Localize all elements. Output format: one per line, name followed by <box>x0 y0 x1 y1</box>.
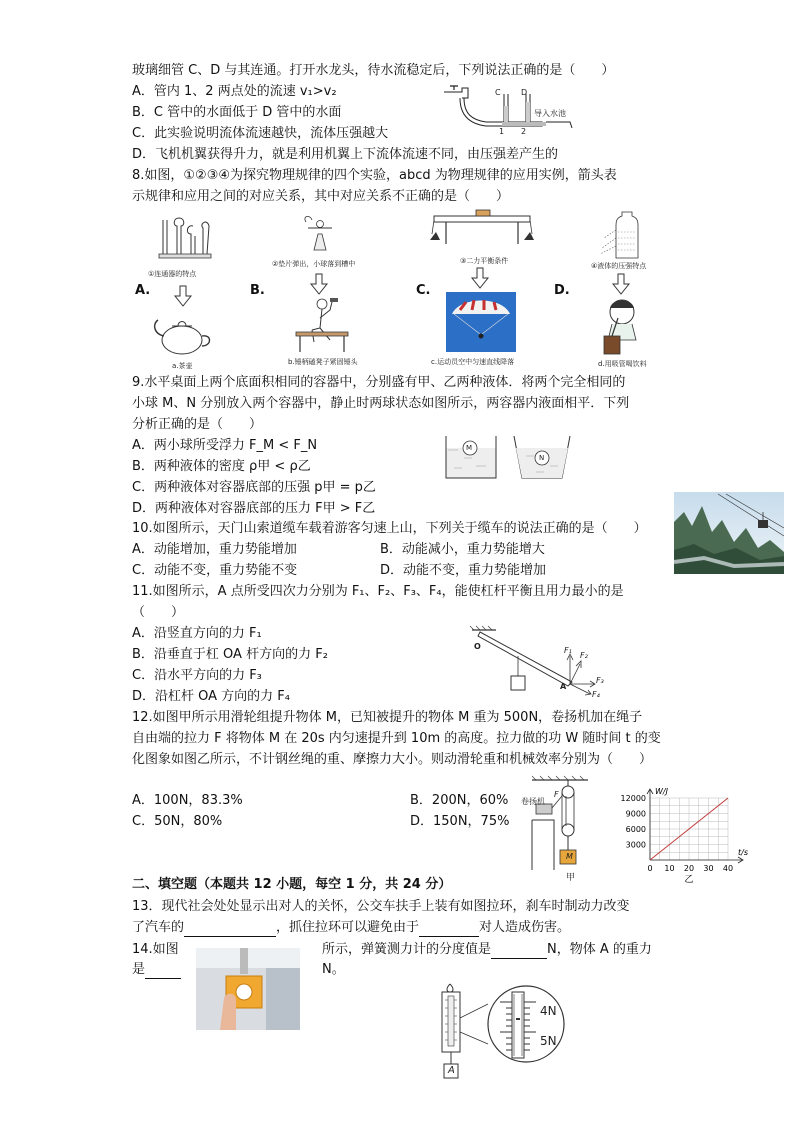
q8-option-d: D. <box>554 283 570 298</box>
q9-stem-line2: 小球 M、N 分别放入两个容器中，静止时两球状态如图所示，两容器内液面相平．下列 <box>132 396 630 411</box>
two-containers-figure <box>446 436 570 480</box>
x-tick-label: 20 <box>683 864 695 873</box>
q9-stem-line3: 分析正确的是（ ） <box>132 417 263 432</box>
q8-caption-3: ③二力平衡条件 <box>460 257 509 265</box>
q9-option-c: C．两种液体对容器底部的压强 p甲 = p乙 <box>132 480 376 495</box>
down-arrow-icon <box>311 274 327 294</box>
q9-label-m: M <box>466 444 473 452</box>
q7-option-c: C．此实验说明流体流速越快，流体压强越大 <box>132 126 389 141</box>
teapot-figure <box>150 312 214 356</box>
q14-label-5n: 5N <box>540 1034 557 1048</box>
q11-stem-line2: （ ） <box>132 605 185 620</box>
q10-option-c: C．动能不变，重力势能不变 <box>132 563 298 578</box>
q11-label-o: O <box>474 642 481 651</box>
q10-option-a: A．动能增加，重力势能增加 <box>132 542 297 557</box>
q11-label-f1: F₁ <box>564 646 572 655</box>
q7-option-d: D．飞机机翼获得升力，就是利用机翼上下流体流速不同，由压强差产生的 <box>132 147 559 162</box>
spring-scale-figure <box>436 984 600 1080</box>
x-axis-label: t/s <box>738 848 748 857</box>
q13-blank-2[interactable] <box>419 936 479 937</box>
q13-line2 <box>132 919 570 937</box>
down-arrow-icon <box>613 274 629 294</box>
q8-caption-1: ①连通器的特点 <box>148 270 197 278</box>
q14-text-1: 14.如图 <box>132 942 179 957</box>
q14-blank-1[interactable] <box>491 958 547 959</box>
q8-caption-b: b.锤柄磕凳子紧固锤头 <box>288 358 358 366</box>
q12-label-winch: 卷扬机 <box>521 797 545 806</box>
q11-label-f2: F₂ <box>580 651 588 660</box>
q13-text-a: 了汽车的 <box>132 920 185 935</box>
section-2-heading: 二、填空题（本题共 12 小题，每空 1 分，共 24 分） <box>132 877 452 892</box>
q9-option-a: A．两小球所受浮力 F_M < F_N <box>132 438 318 453</box>
q9-stem-line1: 9.水平桌面上两个底面积相同的容器中，分别盛有甲、乙两种液体．将两个完全相同的 <box>132 375 626 390</box>
q14-text-4: 是 <box>132 962 146 977</box>
q13-text-b: ，抓住拉环可以避免由于 <box>276 920 420 935</box>
q8-option-a: A. <box>135 283 151 298</box>
q7-label-outlet: 导入水池 <box>534 109 566 118</box>
q11-stem-line1: 11.如图所示，A 点所受四次力分别为 F₁、F₂、F₃、F₄，能使杠杆平衡且用力最小的是 <box>132 584 624 599</box>
q7-label-point2: 2 <box>521 127 527 136</box>
down-arrow-icon <box>472 268 488 288</box>
q7-pipe-figure <box>442 84 592 136</box>
q7-stem: 玻璃细管 C、D 与其连通。打开水龙头，待水流稳定后，下列说法正确的是（ ） <box>132 63 615 78</box>
q8-caption-2: ②垫片弹出，小球落到槽中 <box>272 260 356 268</box>
q10-option-d: D．动能不变，重力势能增加 <box>380 563 547 578</box>
q8-option-b: B. <box>250 283 265 298</box>
q8-stem-line2: 示规律和应用之间的对应关系，其中对应关系不正确的是（ ） <box>132 189 510 204</box>
q11-option-c: C．沿水平方向的力 F₃ <box>132 668 262 683</box>
straw-drinking-figure <box>598 296 644 356</box>
q14-line2a <box>132 961 181 979</box>
q8-caption-c: c.运动员空中匀速直线降落 <box>431 358 515 366</box>
q13-blank-1[interactable] <box>184 936 276 937</box>
q8-stem-line1: 8.如图，①②③④为探究物理规律的四个实验，abcd 为物理规律的应用实例，箭头表 <box>132 168 617 183</box>
q8-caption-d: d.用吸管喝饮料 <box>598 360 647 368</box>
q8-caption-4: ④液体的压强特点 <box>591 262 647 270</box>
connected-vessels-figure <box>155 214 215 260</box>
q12-caption-jia: 甲 <box>566 873 576 883</box>
q12-label-f: F <box>554 790 559 799</box>
y-tick-label: 12000 <box>620 794 646 803</box>
chart-caption-yi: 乙 <box>684 875 694 885</box>
q12-option-b: B．200N，60% <box>410 793 509 808</box>
y-tick-label: 9000 <box>625 809 646 819</box>
q7-option-b: B．C 管中的水面低于 D 管中的水面 <box>132 105 342 120</box>
q9-option-b: B．两种液体的密度 ρ甲 < ρ乙 <box>132 459 311 474</box>
q14-text-5: N。 <box>322 962 345 977</box>
q7-option-a: A．管内 1、2 两点处的流速 v₁>v₂ <box>132 84 337 99</box>
q9-option-d: D．两种液体对容器底部的压力 F甲 > F乙 <box>132 501 376 516</box>
y-axis-label: W/J <box>655 787 668 796</box>
down-arrow-icon <box>175 286 191 306</box>
q14-label-4n: 4N <box>540 1004 557 1018</box>
q9-label-n: N <box>539 454 545 462</box>
inertia-coin-figure <box>300 214 340 254</box>
x-tick-label: 0 <box>647 864 653 873</box>
q13-text-c: 对人造成伤害。 <box>479 920 571 935</box>
hammer-stool-figure <box>290 296 354 354</box>
q11-label-f3: F₃ <box>596 676 604 685</box>
bus-handle-photo <box>196 948 300 1030</box>
work-time-chart <box>610 786 758 885</box>
q7-label-c: C <box>495 88 501 97</box>
q11-option-a: A．沿竖直方向的力 F₁ <box>132 626 262 641</box>
q12-option-c: C．50N，80% <box>132 814 223 829</box>
q14-text-2: 所示，弹簧测力计的分度值是 <box>322 942 492 957</box>
y-tick-label: 6000 <box>625 825 646 834</box>
cable-car-photo <box>674 492 784 574</box>
q12-stem-line3: 化图象如图乙所示，不计钢丝绳的重、摩擦力大小。则动滑轮重和机械效率分别为（ ） <box>132 752 653 767</box>
parachute-photo <box>446 292 516 352</box>
q12-option-d: D．150N，75% <box>410 814 510 829</box>
x-tick-label: 30 <box>703 864 714 873</box>
q11-label-a: A <box>560 682 567 691</box>
two-force-balance-figure <box>430 210 534 250</box>
q10-option-b: B．动能减小，重力势能增大 <box>380 542 545 557</box>
q14-label-a: A <box>448 1065 455 1076</box>
q14-text-3: N，物体 A 的重力 <box>547 942 652 957</box>
x-tick-label: 40 <box>722 864 734 873</box>
q11-option-d: D．沿杠杆 OA 方向的力 F₄ <box>132 689 290 704</box>
q8-option-c: C. <box>416 283 431 298</box>
q13-line1: 13．现代社会处处显示出对人的关怀，公交车扶手上装有如图拉环，刹车时制动力改变 <box>132 899 630 914</box>
y-tick-label: 3000 <box>625 840 646 850</box>
x-tick-label: 10 <box>664 864 675 873</box>
q12-option-a: A．100N，83.3% <box>132 793 243 808</box>
liquid-pressure-bottle-figure <box>598 208 642 260</box>
q8-caption-a: a.茶壶 <box>172 362 193 370</box>
q14-line1 <box>322 941 652 959</box>
q10-stem: 10.如图所示，天门山索道缆车载着游客匀速上山，下列关于缆车的说法正确的是（ ） <box>132 521 647 536</box>
q11-label-f4: F₄ <box>592 690 600 699</box>
q7-label-d: D <box>521 88 528 97</box>
q7-label-point1: 1 <box>499 127 505 136</box>
lever-figure <box>468 626 608 698</box>
q12-label-m: M <box>566 852 573 861</box>
q12-stem-line1: 12.如图甲所示用滑轮组提升物体 M，已知被提升的物体 M 重为 500N，卷扬机加在绳子 <box>132 710 643 725</box>
q14-blank-2[interactable] <box>145 978 181 979</box>
q11-option-b: B．沿垂直于杠 OA 杆方向的力 F₂ <box>132 647 328 662</box>
q12-stem-line2: 自由端的拉力 F 将物体 M 在 20s 内匀速提升到 10m 的高度。拉力做的功 W 随时间 t 的变 <box>132 731 661 746</box>
